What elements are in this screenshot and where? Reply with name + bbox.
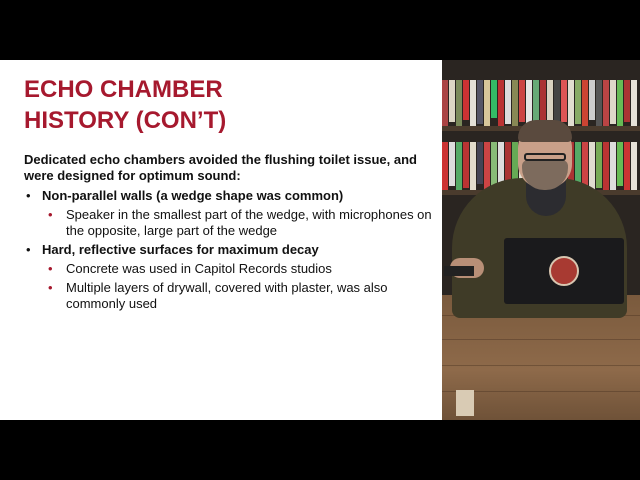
presenter-glasses xyxy=(524,153,566,161)
bullet-item xyxy=(24,242,436,312)
presentation-slide xyxy=(0,60,442,420)
slide-intro-text: Dedicated echo chambers avoided the flushing toilet issue, and were designed for optimum sound: xyxy=(24,152,417,183)
sub-bullet-marker: • xyxy=(48,280,53,295)
bullet-text: Hard, reflective surfaces for maximum decay xyxy=(42,242,319,257)
sub-bullet-item xyxy=(42,261,436,277)
bullet-text: Non-parallel walls (a wedge shape was common) xyxy=(42,188,344,203)
bullet-marker: • xyxy=(26,188,31,203)
sub-bullet-marker: • xyxy=(48,261,53,276)
slide-title xyxy=(24,74,226,136)
sub-bullet-list xyxy=(42,207,436,239)
slide-title-line-2: HISTORY (CON’T) xyxy=(24,107,227,134)
sub-bullet-text: Speaker in the smallest part of the wedge, with microphones on the opposite, large part of the wedge xyxy=(66,207,432,238)
bullet-list xyxy=(24,188,436,315)
presenter-hair xyxy=(518,120,572,142)
bullet-item xyxy=(24,188,436,239)
presenter-video-feed xyxy=(442,60,640,420)
sub-bullet-item xyxy=(42,207,436,239)
slide-title-line-1: ECHO CHAMBER xyxy=(24,76,223,103)
paper-tag xyxy=(456,390,474,416)
audio-device xyxy=(444,266,474,276)
sub-bullet-marker: • xyxy=(48,207,53,222)
laptop xyxy=(504,238,624,304)
sub-bullet-text: Multiple layers of drywall, covered with plaster, was also commonly used xyxy=(66,280,388,311)
bullet-marker: • xyxy=(26,242,31,257)
sub-bullet-text: Concrete was used in Capitol Records studios xyxy=(66,261,332,276)
laptop-sticker-icon xyxy=(549,256,579,286)
sub-bullet-list xyxy=(42,261,436,312)
sub-bullet-item xyxy=(42,280,436,312)
